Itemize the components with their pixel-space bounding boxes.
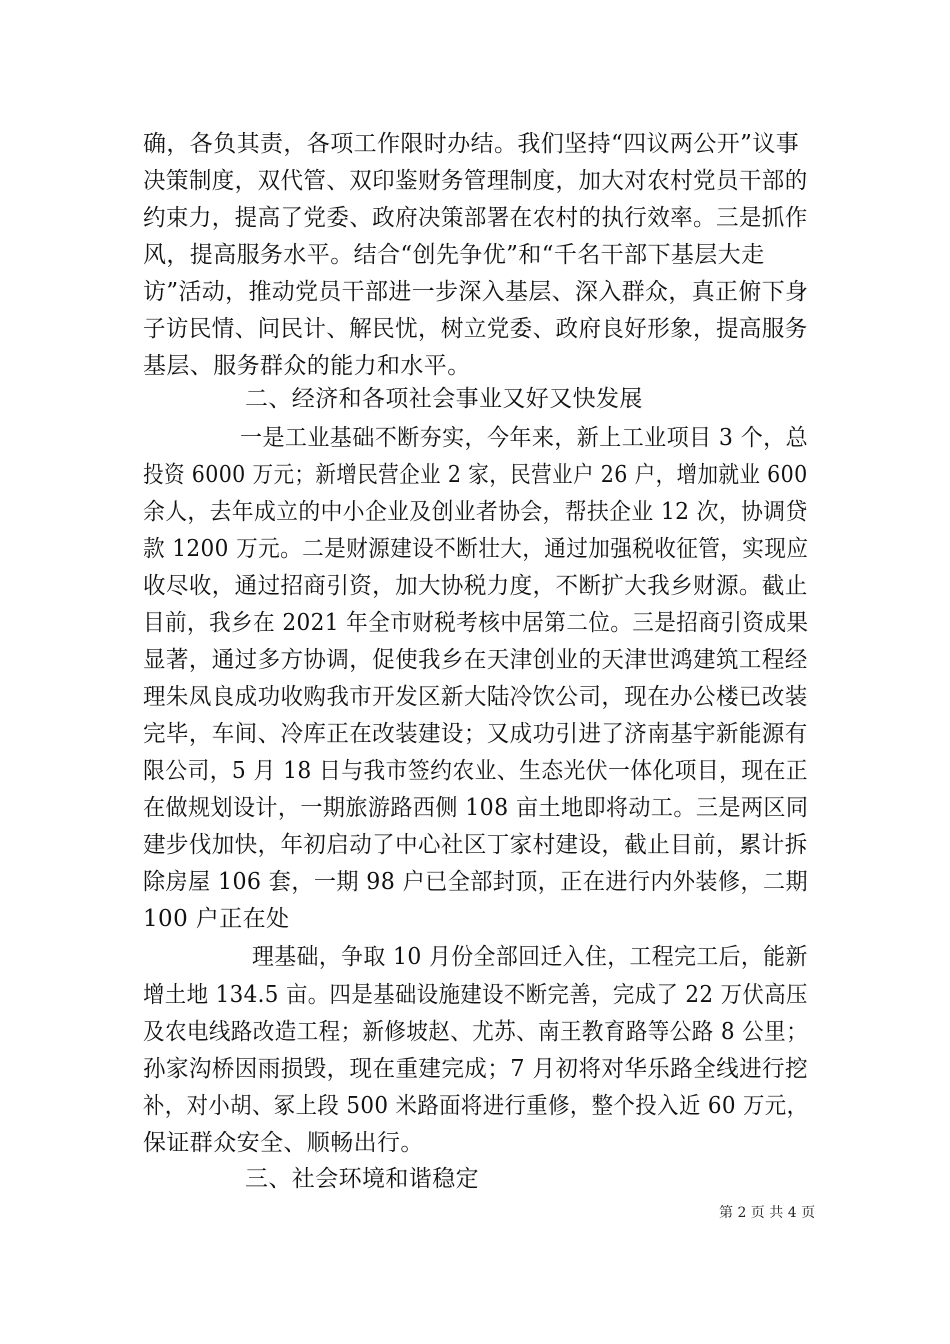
paragraph-3-line-2: 增土地 134.5 亩。四是基础设施建设不断完善，完成了 22 万伏高压 (143, 982, 808, 1008)
paragraph-1-line-2: 决策制度，双代管、双印鉴财务管理制度，加大对农村党员干部的 (143, 168, 808, 194)
paragraph-1-line-6: 子访民情、问民计、解民忧，树立党委、政府良好形象，提高服务 (143, 316, 808, 342)
section-heading-2: 二、经济和各项社会事业又好又快发展 (245, 386, 643, 412)
paragraph-1-line-7: 基层、服务群众的能力和水平。 (143, 353, 471, 379)
paragraph-2-line-3: 余人，去年成立的中小企业及创业者协会，帮扶企业 12 次，协调贷 (143, 499, 808, 525)
paragraph-1-line-5: 访”活动，推动党员干部进一步深入基层、深入群众，真正俯下身 (143, 279, 809, 305)
page-number-footer: 第 2 页 共 4 页 (719, 1205, 816, 1221)
paragraph-3-line-1: 理基础，争取 10 月份全部回迁入住，工程完工后，能新 (252, 944, 808, 970)
paragraph-1-line-1: 确，各负其责，各项工作限时办结。我们坚持“四议两公开”议事 (143, 131, 800, 157)
paragraph-2-line-1: 一是工业基础不断夯实，今年来，新上工业项目 3 个，总 (240, 425, 809, 451)
paragraph-3-line-5: 补，对小胡、冢上段 500 米路面将进行重修，整个投入近 60 万元， (143, 1093, 809, 1119)
paragraph-2-line-10: 限公司，5 月 18 日与我市签约农业、生态光伏一体化项目，现在正 (143, 758, 809, 784)
paragraph-2-line-9: 完毕，车间、冷库正在改装建设；又成功引进了济南基宇新能源有 (143, 721, 808, 747)
paragraph-1-line-3: 约束力，提高了党委、政府决策部署在农村的执行效率。三是抓作 (143, 205, 808, 231)
paragraph-3-line-6: 保证群众安全、顺畅出行。 (143, 1130, 424, 1156)
paragraph-1-line-4: 风，提高服务水平。结合“创先争优”和“千名干部下基层大走 (143, 242, 765, 268)
section-heading-3: 三、社会环境和谐稳定 (245, 1166, 479, 1192)
paragraph-2-line-13: 除房屋 106 套，一期 98 户已全部封顶，正在进行内外装修，二期 (143, 869, 809, 895)
paragraph-2-line-11: 在做规划设计，一期旅游路西侧 108 亩土地即将动工。三是两区同 (143, 795, 809, 821)
paragraph-2-line-2: 投资 6000 万元；新增民营企业 2 家，民营业户 26 户，增加就业 600 (143, 462, 808, 488)
paragraph-2-line-12: 建步伐加快，年初启动了中心社区丁家村建设，截止目前，累计拆 (143, 832, 808, 858)
paragraph-2-line-4: 款 1200 万元。二是财源建设不断壮大，通过加强税收征管，实现应 (143, 536, 809, 562)
paragraph-2-line-8: 理朱凤良成功收购我市开发区新大陆冷饮公司，现在办公楼已改装 (143, 684, 808, 710)
paragraph-3-line-3: 及农电线路改造工程；新修坡赵、尤苏、南王教育路等公路 8 公里； (143, 1019, 809, 1045)
paragraph-3-line-4: 孙家沟桥因雨损毁，现在重建完成；7 月初将对华乐路全线进行挖 (143, 1056, 808, 1082)
paragraph-2-line-7: 显著，通过多方协调，促使我乡在天津创业的天津世鸿建筑工程经 (143, 647, 808, 673)
paragraph-2-line-14: 100 户正在处 (143, 906, 290, 932)
paragraph-2-line-5: 收尽收，通过招商引资，加大协税力度，不断扩大我乡财源。截止 (143, 573, 808, 599)
paragraph-2-line-6: 目前，我乡在 2021 年全市财税考核中居第二位。三是招商引资成果 (143, 610, 809, 636)
